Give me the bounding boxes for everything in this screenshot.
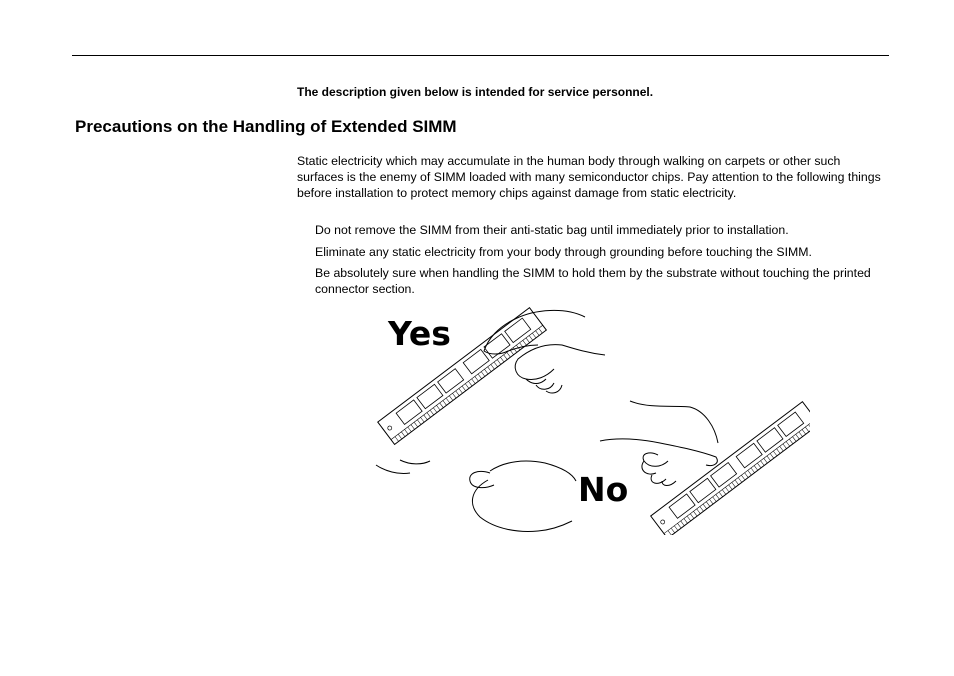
hand-lower-correct <box>376 460 576 531</box>
correct-handling-label: Yes <box>388 314 451 353</box>
incorrect-handling-label: No <box>578 470 629 509</box>
simm-handling-illustration <box>340 305 810 535</box>
section-title: Precautions on the Handling of Extended SIMM <box>75 117 457 136</box>
service-notice: The description given below is intended for service personnel. <box>297 85 654 99</box>
simm-module-incorrect <box>651 402 810 535</box>
header-rule <box>72 55 889 56</box>
precaution-item: Eliminate any static electricity from your body through grounding before touching the SIMM. <box>315 244 812 259</box>
precaution-item: Be absolutely sure when handling the SIMM to hold them by the substrate without touching the printed connector section. <box>315 266 871 296</box>
precaution-item: Do not remove the SIMM from their anti-static bag until immediately prior to installation. <box>315 223 789 237</box>
precaution-list <box>315 222 875 303</box>
intro-paragraph: Static electricity which may accumulate in the human body through walking on carpets or other such surfaces is the enemy of SIMM loaded with many semiconductor chips. Pay attention to the following things before installation to protect memory chips against damage from static electricity. <box>297 154 881 200</box>
